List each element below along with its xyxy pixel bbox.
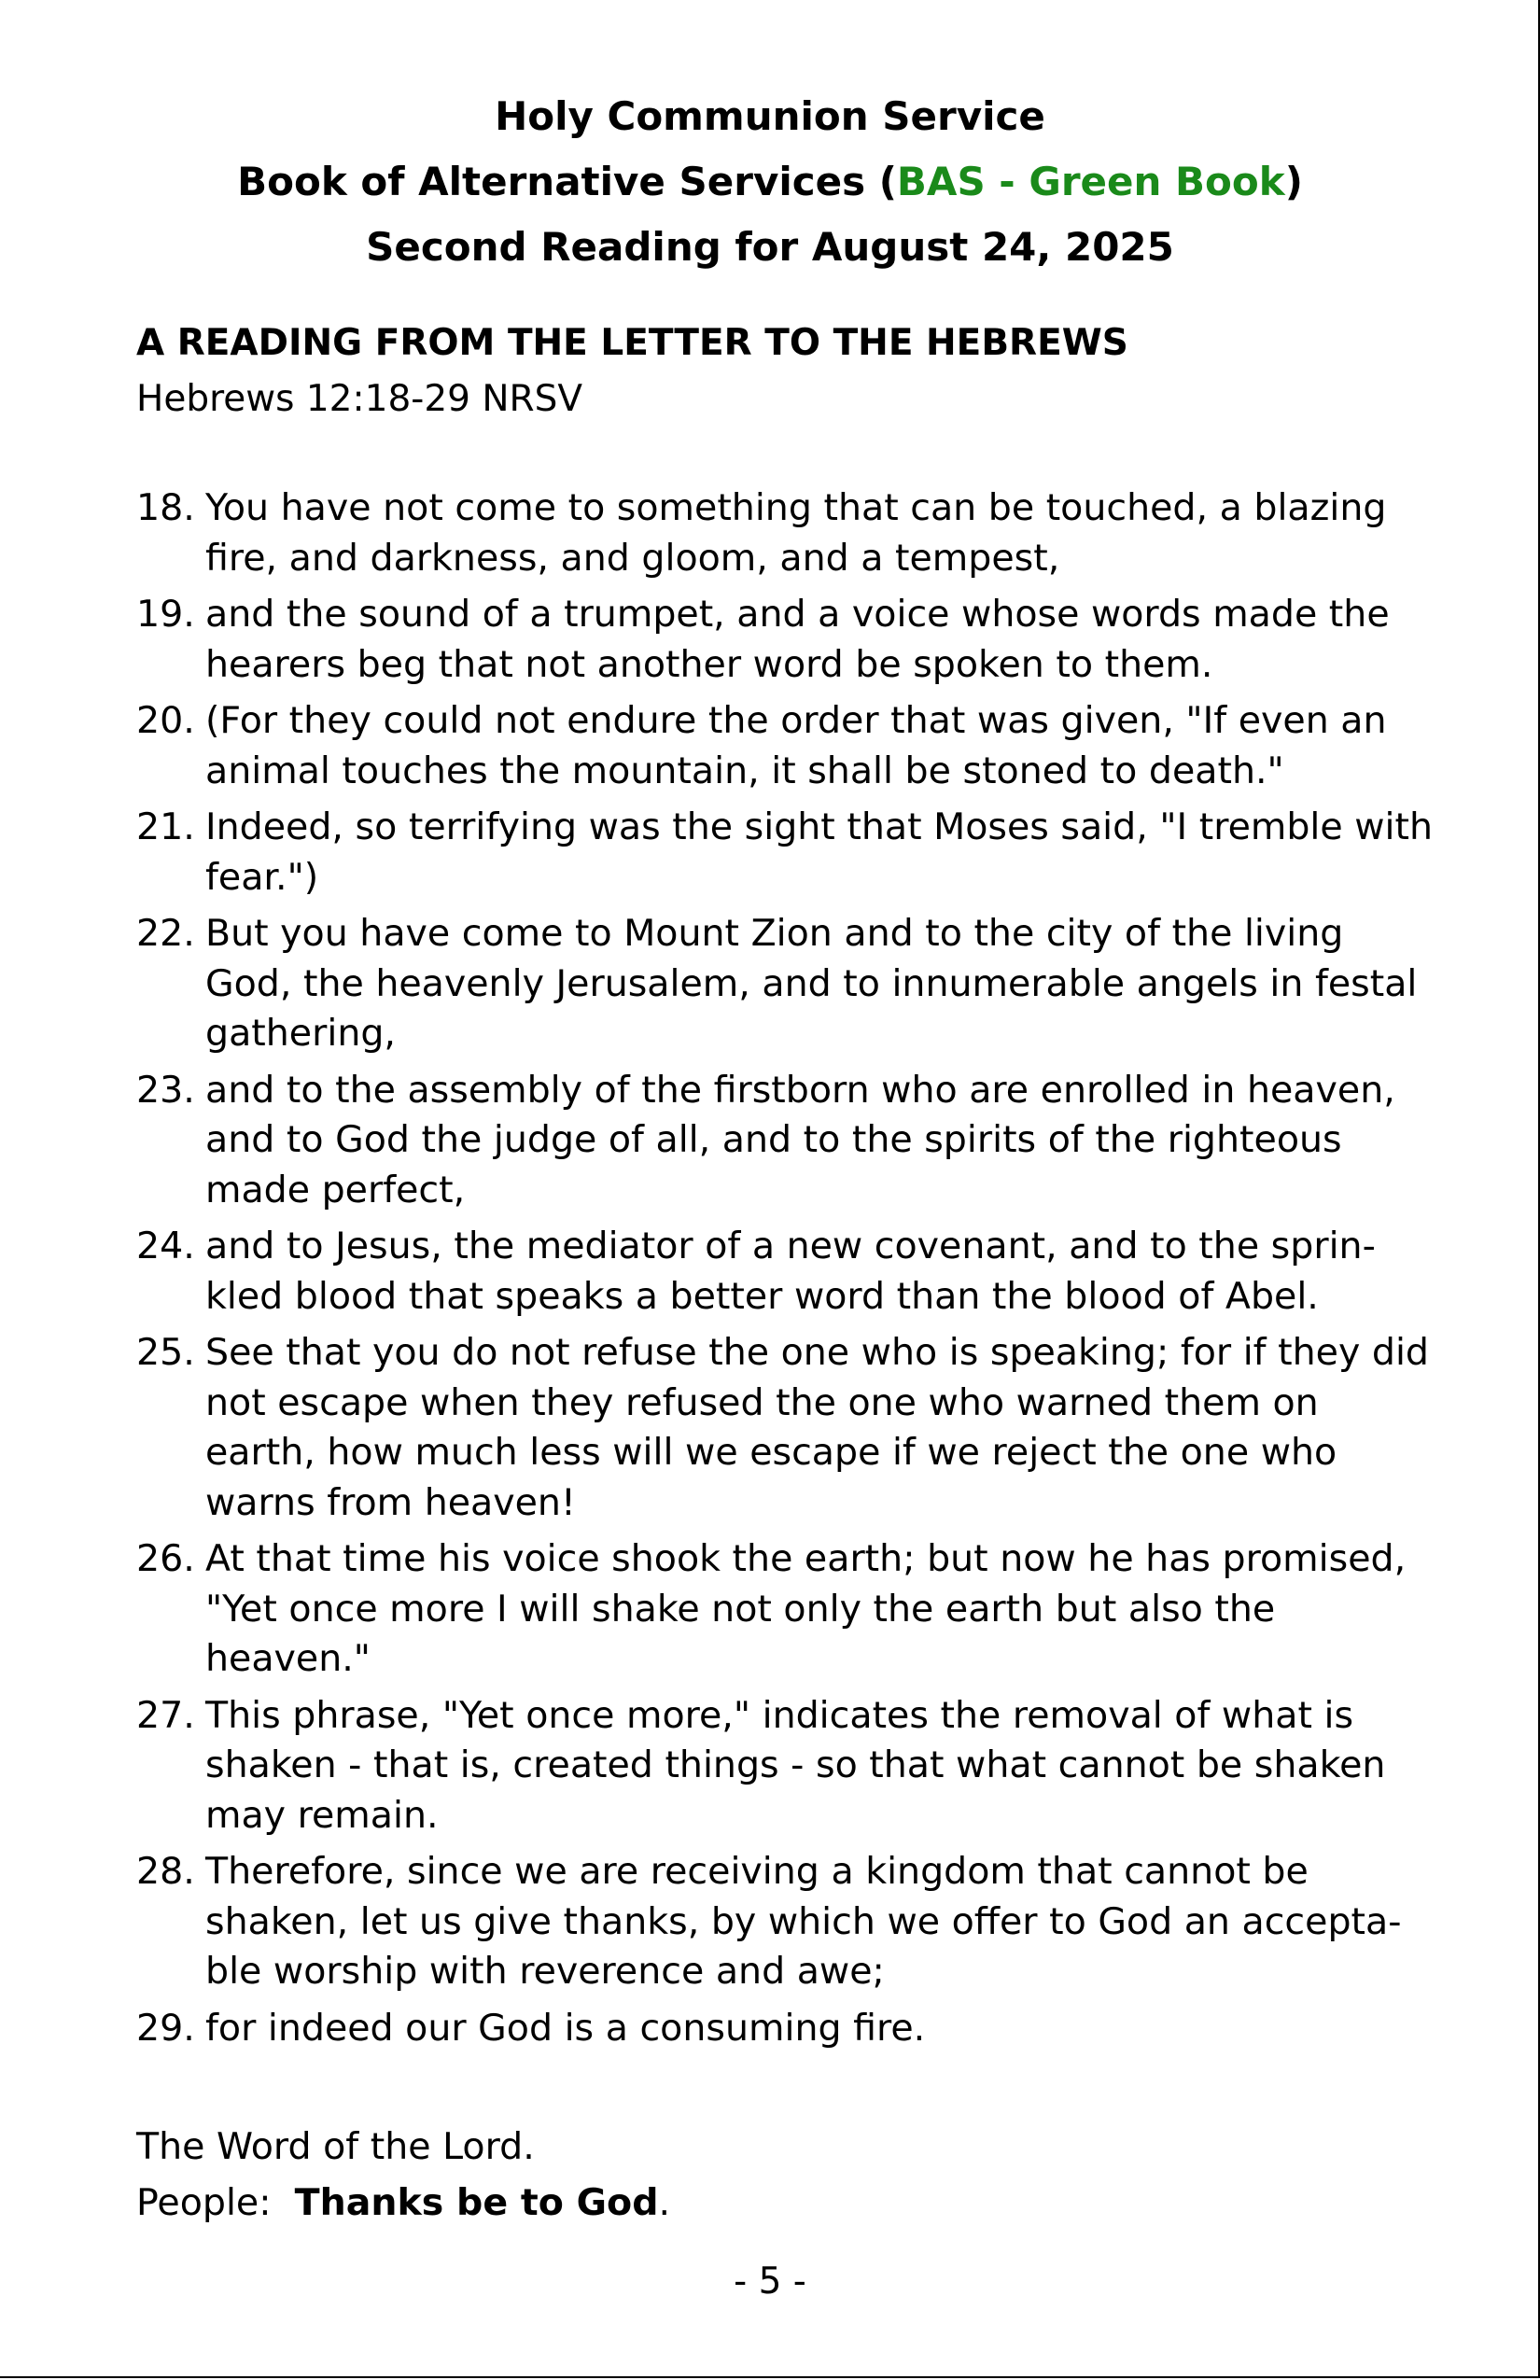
verse-number: 27.	[136, 1693, 195, 1737]
verse-text: Therefore, since we are receiving a kingdom that cannot be shaken, let us give thanks, by which we offer to God an acceptable worship with reverence and awe;	[205, 1850, 1402, 1993]
closing-response	[136, 2119, 670, 2231]
reading-citation: Hebrews 12:18-29 NRSV	[136, 378, 583, 420]
service-title: Holy Communion Service	[495, 93, 1045, 139]
verse-number: 19.	[136, 593, 195, 636]
verse-text: and to the assembly of the firstborn who are enrolled in heaven, and to God the judge of all, and to the spirits of the righteous made perfect,	[205, 1068, 1395, 1211]
book-title	[0, 149, 1540, 215]
verse-item	[136, 1066, 1434, 1216]
verse-number: 29.	[136, 2006, 195, 2050]
closing-line: The Word of the Lord.	[136, 2125, 535, 2168]
verse-text: for indeed our God is a consuming fire.	[205, 2006, 926, 2050]
verse-number: 21.	[136, 805, 195, 848]
verse-item	[136, 1847, 1434, 1997]
verse-item	[136, 1534, 1434, 1685]
verse-item	[136, 696, 1434, 796]
reading-date-title: Second Reading for August 24, 2025	[366, 224, 1174, 270]
verse-text: You have not come to something that can be touched, a blazing fire, and darkness, and gloom, and a tempest,	[205, 486, 1387, 580]
verse-item	[136, 1222, 1434, 1322]
verse-text: At that time his voice shook the earth; but now he has promised, "Yet once more I will shake not only the earth but also the heaven."	[205, 1537, 1407, 1680]
verse-text: (For they could not endure the order that was given, "If even an animal touches the mountain, it shall be stoned to death."	[205, 699, 1387, 792]
verse-list	[136, 483, 1434, 2060]
people-response: Thanks be to God	[294, 2181, 659, 2224]
verse-text: and the sound of a trumpet, and a voice whose words made the hearers beg that not another word be spoken to them.	[205, 593, 1390, 686]
verse-number: 24.	[136, 1225, 195, 1267]
verse-number: 23.	[136, 1068, 195, 1112]
verse-text: But you have come to Mount Zion and to the city of the living God, the heavenly Jerusalem, and to innumerable angels in festal gathering,	[205, 912, 1418, 1055]
service-header	[0, 84, 1540, 280]
people-period: .	[658, 2181, 671, 2224]
verse-number: 28.	[136, 1850, 195, 1893]
verse-number: 20.	[136, 699, 195, 742]
verse-item	[136, 590, 1434, 690]
verse-text: and to Jesus, the mediator of a new covenant, and to the sprinkled blood that speaks a better word than the blood of Abel.	[205, 1225, 1376, 1318]
verse-number: 18.	[136, 486, 195, 529]
people-response-line	[136, 2175, 670, 2231]
reading-title: A READING FROM THE LETTER TO THE HEBREWS	[136, 322, 1128, 364]
people-label: People:	[136, 2181, 272, 2224]
verse-item	[136, 2004, 1434, 2054]
book-title-suffix: )	[1284, 159, 1303, 204]
verse-item	[136, 1328, 1434, 1528]
verse-item	[136, 1691, 1434, 1841]
verse-text: See that you do not refuse the one who is speaking; for if they did not escape when they refused the one who warned them on earth, how much less will we escape if we reject the one who warns from heaven!	[205, 1331, 1430, 1524]
verse-item	[136, 483, 1434, 583]
page-number: - 5 -	[734, 2261, 806, 2303]
verse-text: Indeed, so terrifying was the sight that Moses said, "I tremble with fear.")	[205, 805, 1434, 899]
verse-number: 26.	[136, 1537, 195, 1580]
book-title-prefix: Book of Alternative Services (	[237, 159, 897, 204]
verse-number: 25.	[136, 1331, 195, 1374]
verse-item	[136, 803, 1434, 903]
verse-item	[136, 909, 1434, 1059]
verse-number: 22.	[136, 912, 195, 955]
book-title-highlight: BAS - Green Book	[896, 159, 1285, 204]
verse-text: This phrase, "Yet once more," indicates the removal of what is shaken - that is, created things - so that what cannot be shaken may remain.	[205, 1693, 1386, 1837]
